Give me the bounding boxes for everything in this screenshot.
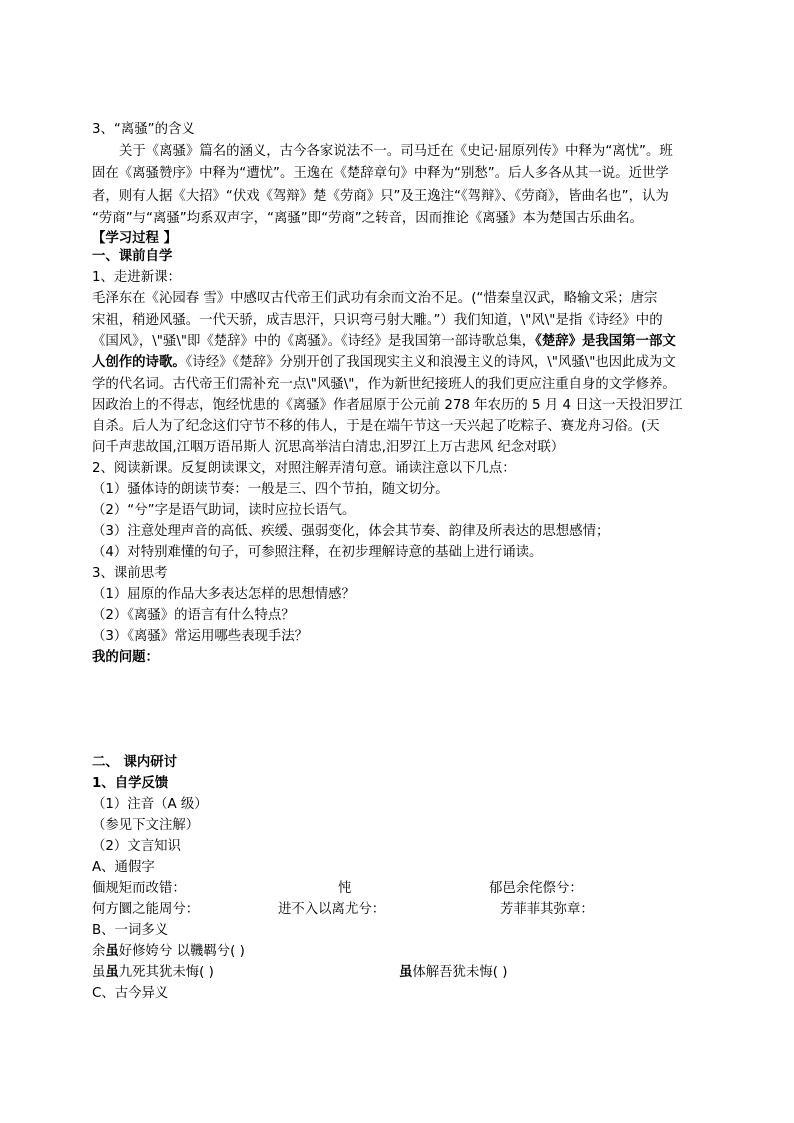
- intro-line-1: 毛泽东在《沁园春 雪》中感叹古代帝王们武功有余而文治不足。(“惜秦皇汉武，略输文采；唐宗: [92, 291, 658, 306]
- tongjia-item-3: 郁邑余侘傺兮：: [489, 881, 583, 896]
- intro-line-4-bold: 人创作的诗歌。: [92, 355, 186, 370]
- intro-line-3-text: 《国风》，\"骚\"即《楚辞》中的《离骚》。《诗经》是我国第一部诗歌总集，: [92, 334, 536, 349]
- polysemy-3: [399, 963, 507, 983]
- heading-learning-process: 【学习过程 】: [92, 231, 178, 246]
- tongjia-item-4: 何方圜之能周兮：: [92, 902, 200, 917]
- item-2-title: 2、阅读新课。反复朗读课文，对照注解弄清句意。诵读注意以下几点：: [92, 461, 516, 476]
- feedback-pronunciation-note: （参见下文注解）: [92, 818, 200, 833]
- polysemy-2: [92, 963, 214, 983]
- section-3-paragraph-line-2: 固在《离骚赞序》中释为“遭忧”。王逸在《楚辞章句》中释为“别愁”。后人多各从其一说。近世学: [92, 166, 669, 181]
- my-question-label: 我的问题：: [92, 650, 159, 665]
- intro-line-8-couplet: 问千声悲故国,江咽万语吊斯人 沉思高举洁白清忠,汨罗江上万古悲风 纪念对联）: [92, 440, 565, 455]
- tongjia-item-2: 忳: [338, 881, 352, 896]
- polysemy-3-keyword: 虽: [399, 965, 413, 980]
- section-3-title: 3、“离骚”的含义: [92, 122, 195, 137]
- section-3-paragraph-line-1: 关于《离骚》篇名的涵义，古今各家说法不一。司马迁在《史记·屈原列传》中释为“离忧”。班: [119, 144, 673, 159]
- tongjia-item-5: 进不入以离尤兮：: [278, 902, 386, 917]
- reading-point-2: （2）“兮”字是语气助词，读时应拉长语气。: [92, 503, 356, 518]
- reading-point-1: （1）骚体诗的朗读节奏：一般是三、四个节拍，随文切分。: [92, 482, 449, 497]
- tongjia-item-1: 偭规矩而改错：: [92, 881, 186, 896]
- feedback-title: 1、自学反馈: [92, 776, 169, 791]
- polysemy-2-text: 九死其犹未悔( ): [118, 965, 214, 980]
- thinking-question-2: （2）《离骚》的语言有什么特点？: [92, 608, 295, 623]
- polysemy-3-text: 体解吾犹未悔( ): [412, 965, 508, 980]
- intro-line-3: [92, 332, 676, 352]
- feedback-pronunciation: （1）注音（A 级）: [92, 797, 208, 812]
- intro-line-5: 学的代名词。古代帝王们需补充一点\"风骚\"，作为新世纪接班人的我们更应注重自身的文学修养。: [92, 377, 676, 392]
- intro-line-7: 自杀。后人为了纪念这们守节不移的伟人，于是在端午节这一天兴起了吃粽子、赛龙舟习俗。(天: [92, 419, 660, 434]
- intro-line-6: 因政治上的不得志，饱经忧患的《离骚》作者屈原于公元前 278 年农历的 5 月 4 日这一天投汨罗江: [92, 398, 683, 413]
- item-3-title: 3、课前思考: [92, 566, 168, 581]
- thinking-question-3: （3）《离骚》常运用哪些表现手法？: [92, 629, 309, 644]
- feedback-classical-knowledge: （2）文言知识: [92, 839, 181, 854]
- polysemy-1-text: 好修姱兮 以鞿羁兮( ): [118, 944, 245, 959]
- section-3-paragraph-line-4: “劳商”与“离骚”均系双声字，“离骚”即“劳商”之转音，因而推论《离骚》本为楚国古乐曲名。: [92, 211, 643, 226]
- polysemy-title: B、一词多义: [92, 923, 169, 938]
- polysemy-2-keyword: 虽: [105, 965, 119, 980]
- item-1-title: 1、走进新课：: [92, 270, 181, 285]
- intro-line-4: [92, 353, 676, 373]
- intro-line-3-bold: 《楚辞》是我国第一部文: [535, 334, 676, 349]
- heading-in-class-discussion: 二、 课内研讨: [92, 755, 178, 770]
- reading-point-3: （3）注意处理声音的高低、疾缓、强弱变化，体会其节奏、韵律及所表达的思想感情；: [92, 524, 610, 539]
- thinking-question-1: （1）屈原的作品大多表达怎样的思想情感？: [92, 587, 355, 602]
- ancient-modern-meaning-title: C、古今异义: [92, 986, 169, 1001]
- intro-line-4-text: 《诗经》《楚辞》分别开创了我国现实主义和浪漫主义的诗风，\"风骚\"也因此成为文: [185, 355, 676, 370]
- tongjia-item-6: 芳菲菲其弥章：: [500, 902, 594, 917]
- polysemy-1-keyword: 虽: [105, 944, 119, 959]
- polysemy-row-1: [92, 942, 245, 962]
- reading-point-4: （4）对特别难懂的句子，可参照注释，在初步理解诗意的基础上进行诵读。: [92, 545, 543, 560]
- heading-pre-class-study: 一、课前自学: [92, 249, 173, 264]
- section-3-paragraph-line-3: 者，则有人据《大招》“伏戏《驾辩》楚《劳商》只”及王逸注“《驾辩》、《劳商》，皆曲名也”，认为: [92, 189, 669, 204]
- polysemy-1-prefix: 余: [92, 944, 106, 959]
- tongjia-title: A、通假字: [92, 860, 155, 875]
- intro-line-2: 宋祖，稍逊风骚。一代天骄，成吉思汗，只识弯弓射大雕。”）我们知道，\"风\"是指《诗经》中的: [92, 313, 663, 328]
- polysemy-2-prefix: 虽: [92, 965, 106, 980]
